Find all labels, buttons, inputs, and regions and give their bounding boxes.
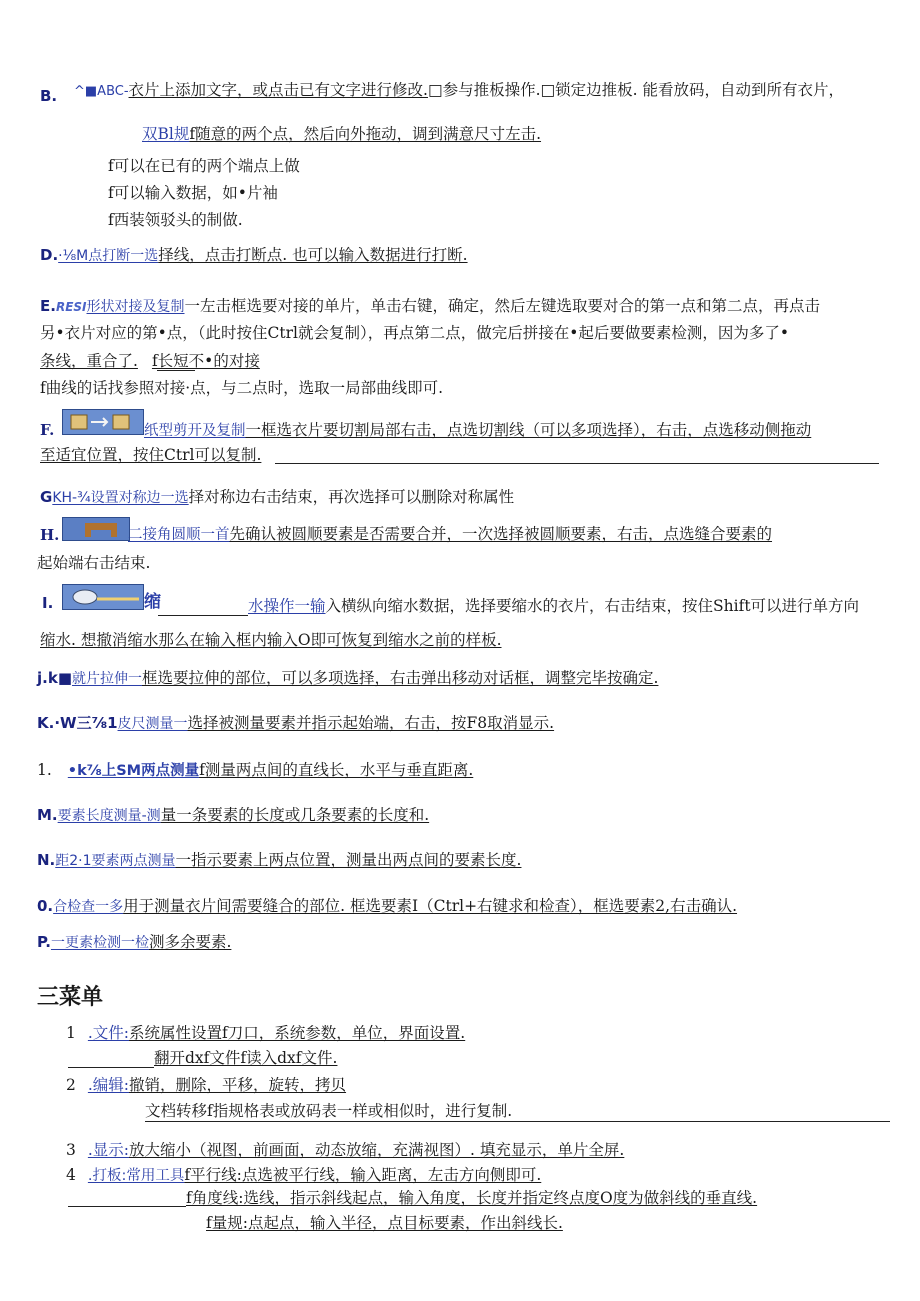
shape-join-copy-link[interactable]: 形状对接及复制 (86, 299, 185, 315)
corner-smooth-tool-icon[interactable] (62, 517, 130, 541)
section-n-label: N. (37, 851, 56, 869)
section-h-line2: 起始端右击结束. (37, 554, 151, 572)
section-f-line2: 至适宜位置，按住Ctrl可以复制. (40, 446, 262, 464)
menu-item2-sub: 文档转移f指规格表或放码表一样或相似时，进行复制. (145, 1102, 513, 1120)
two-point-measure-link[interactable]: •k⅞上SM两点测量 (67, 763, 200, 779)
section-p-text: 测多余要素. (148, 933, 232, 951)
menu-item4-sub2: f量规:点起点，输入半径，点目标要素，作出斜线长. (206, 1214, 563, 1232)
shrink-icon-label: 缩 (144, 592, 161, 612)
section-m-label: M. (37, 806, 58, 824)
element-length-measure-link[interactable]: 要素长度测量-测 (57, 808, 161, 824)
menu-heading: 三菜单 (37, 985, 104, 1010)
section-l-text: f测量两点间的直线长，水平与垂直距离. (199, 761, 474, 779)
section-k-label: K.·W三⅞1 (37, 714, 118, 732)
break-point-tool-link[interactable]: ·⅛M点打断一选 (58, 248, 159, 264)
section-e-line1: 一左击框选要对接的单片，单击右键，确定，然后左键选取要对合的第一点和第二点，再点击 (184, 297, 821, 315)
iron-icon (63, 585, 143, 609)
section-h-line1: 先确认被圆顺要素是否需要合并，一次选择被圆顺要素，右击，点选缝合要素的 (229, 525, 773, 543)
menu-item4-num: 4 (66, 1166, 76, 1184)
element-two-point-measure-link[interactable]: 距2·1要素两点测量 (55, 853, 176, 869)
section-k-text: 选择被测量要素并指示起始端，右击，按F8取消显示. (187, 714, 555, 732)
pattern-cut-tool-icon[interactable] (62, 409, 144, 435)
menu-view-link[interactable]: .显示: (87, 1141, 130, 1159)
section-l-label: 1. (37, 761, 52, 779)
shrink-tool-icon[interactable] (62, 584, 144, 610)
symmetry-edge-link[interactable]: KH-¾设置对称边一选 (52, 490, 189, 506)
menu-item2-text: 撤销，删除，平移，旋转，拷贝 (129, 1076, 347, 1094)
section-b-label: B. (40, 87, 58, 105)
section-j-text: 框选要拉伸的部位，可以多项选择，右击弹出移动对话框，调整完毕按确定. (142, 669, 659, 687)
section-i-line1: 入横纵向缩水数据，选择要缩水的衣片，右击结束，按住Shift可以进行单方向 (325, 597, 860, 615)
pattern-cut-copy-link[interactable]: 纸型剪开及复制 (144, 423, 246, 439)
piece-stretch-link[interactable]: 就片拉伸一 (72, 671, 142, 687)
menu-item1-sub: 翻开dxf文件f读入dxf文件. (154, 1049, 338, 1067)
section-g-text: 择对称边右击结束，再次选择可以删除对称属性 (188, 488, 515, 506)
add-text-tool-icon[interactable]: ^■ABC- (74, 84, 129, 99)
menu-file-link[interactable]: .文件: (87, 1024, 130, 1042)
menu-edit-link[interactable]: .编辑: (87, 1076, 130, 1094)
section-e-line2: 另•衣片对应的第•点，（此时按住Ctrl就会复制），再点第二点，做完后拼接在•起后要做要素检测，因为多了• (40, 324, 790, 342)
menu-item1-text: 系统属性设置f刀口，系统参数，单位，界面设置. (129, 1024, 466, 1042)
section-e-line3b: f长短不•的对接 (151, 352, 260, 370)
section-f-label: F. (40, 421, 55, 439)
menu-item1-num: 1 (66, 1024, 76, 1042)
section-h-label: H. (40, 526, 60, 544)
section-e-line4: f曲线的话找参照对接·点，与二点时，选取一局部曲线即可. (40, 379, 444, 397)
section-b-sub1: f可以在已有的两个端点上做 (108, 157, 300, 175)
section-o-text: 用于测量衣片间需要缝合的部位. 框选要素I（Ctrl+右键求和检查），框选要素2,右击确认. (123, 897, 738, 915)
section-b-line1b: □参与推板操作.□锁定边推板. 能看放码，自动到所有衣片， (427, 81, 845, 99)
section-b-sub2: f可以输入数据，如•片袖 (108, 184, 278, 202)
section-b-line1: 衣片上添加文字，或点击已有文字进行修改. (128, 81, 428, 99)
arrow-icon (63, 410, 143, 434)
divider (275, 463, 879, 464)
menu-item3-text: 放大缩小（视图，前画面，动态放缩，充满视图）. 填充显示，单片全屏. (129, 1141, 625, 1159)
seam-check-link[interactable]: 合检查一多 (53, 899, 124, 915)
menu-item4-sub1: f角度线:选线，指示斜线起点，输入角度，长度并指定终点度O度为做斜线的垂直线. (186, 1189, 758, 1207)
shape-join-tool-icon[interactable]: RESI (55, 300, 87, 314)
section-b-line2: f随意的两个点，然后向外拖动，调到满意尺寸左击. (189, 125, 542, 143)
menu-item2-num: 2 (66, 1076, 76, 1094)
section-d-label: D. (40, 246, 59, 264)
section-b-link[interactable]: 双Bl规 (142, 125, 190, 143)
section-p-label: P. (37, 933, 51, 951)
section-i-line2: 缩水. 想撤消缩水那么在输入框内输入O即可恢复到缩水之前的样板. (40, 631, 502, 649)
tape-measure-link[interactable]: 皮尺测量一 (117, 716, 188, 732)
section-d-text: 择线，点击打断点. 也可以输入数据进行打断. (158, 246, 468, 264)
section-b-sub3: f西装领驳头的制做. (108, 211, 243, 229)
section-i-label: I. (42, 594, 54, 612)
section-e-line3a: 条线，重合了. (40, 352, 138, 370)
sewing-machine-icon (63, 518, 129, 540)
shrink-operation-link[interactable]: 水操作一输 (248, 597, 326, 615)
section-m-text: 量一条要素的长度或几条要素的长度和. (160, 806, 430, 824)
divider (145, 1121, 890, 1122)
section-e-label: E. (40, 297, 56, 315)
corner-smooth-link[interactable]: 二接角圆顺一首 (128, 527, 230, 543)
element-check-link[interactable]: 一更素检测一检 (50, 935, 149, 951)
section-o-label: 0. (37, 897, 54, 915)
section-f-line1: 一框选衣片要切割局部右击，点选切割线（可以多项选择），右击，点选移动侧拖动 (245, 421, 812, 439)
section-n-text: 一指示要素上两点位置，测量出两点间的要素长度. (175, 851, 522, 869)
menu-pattern-link[interactable]: .打板:常用工具 (87, 1168, 185, 1184)
section-j-label: j.k■ (37, 669, 72, 687)
menu-item3-num: 3 (66, 1141, 76, 1159)
menu-item4-text: f平行线:点选被平行线，输入距离，左击方向侧即可. (184, 1166, 542, 1184)
section-g-label: G (40, 488, 53, 506)
